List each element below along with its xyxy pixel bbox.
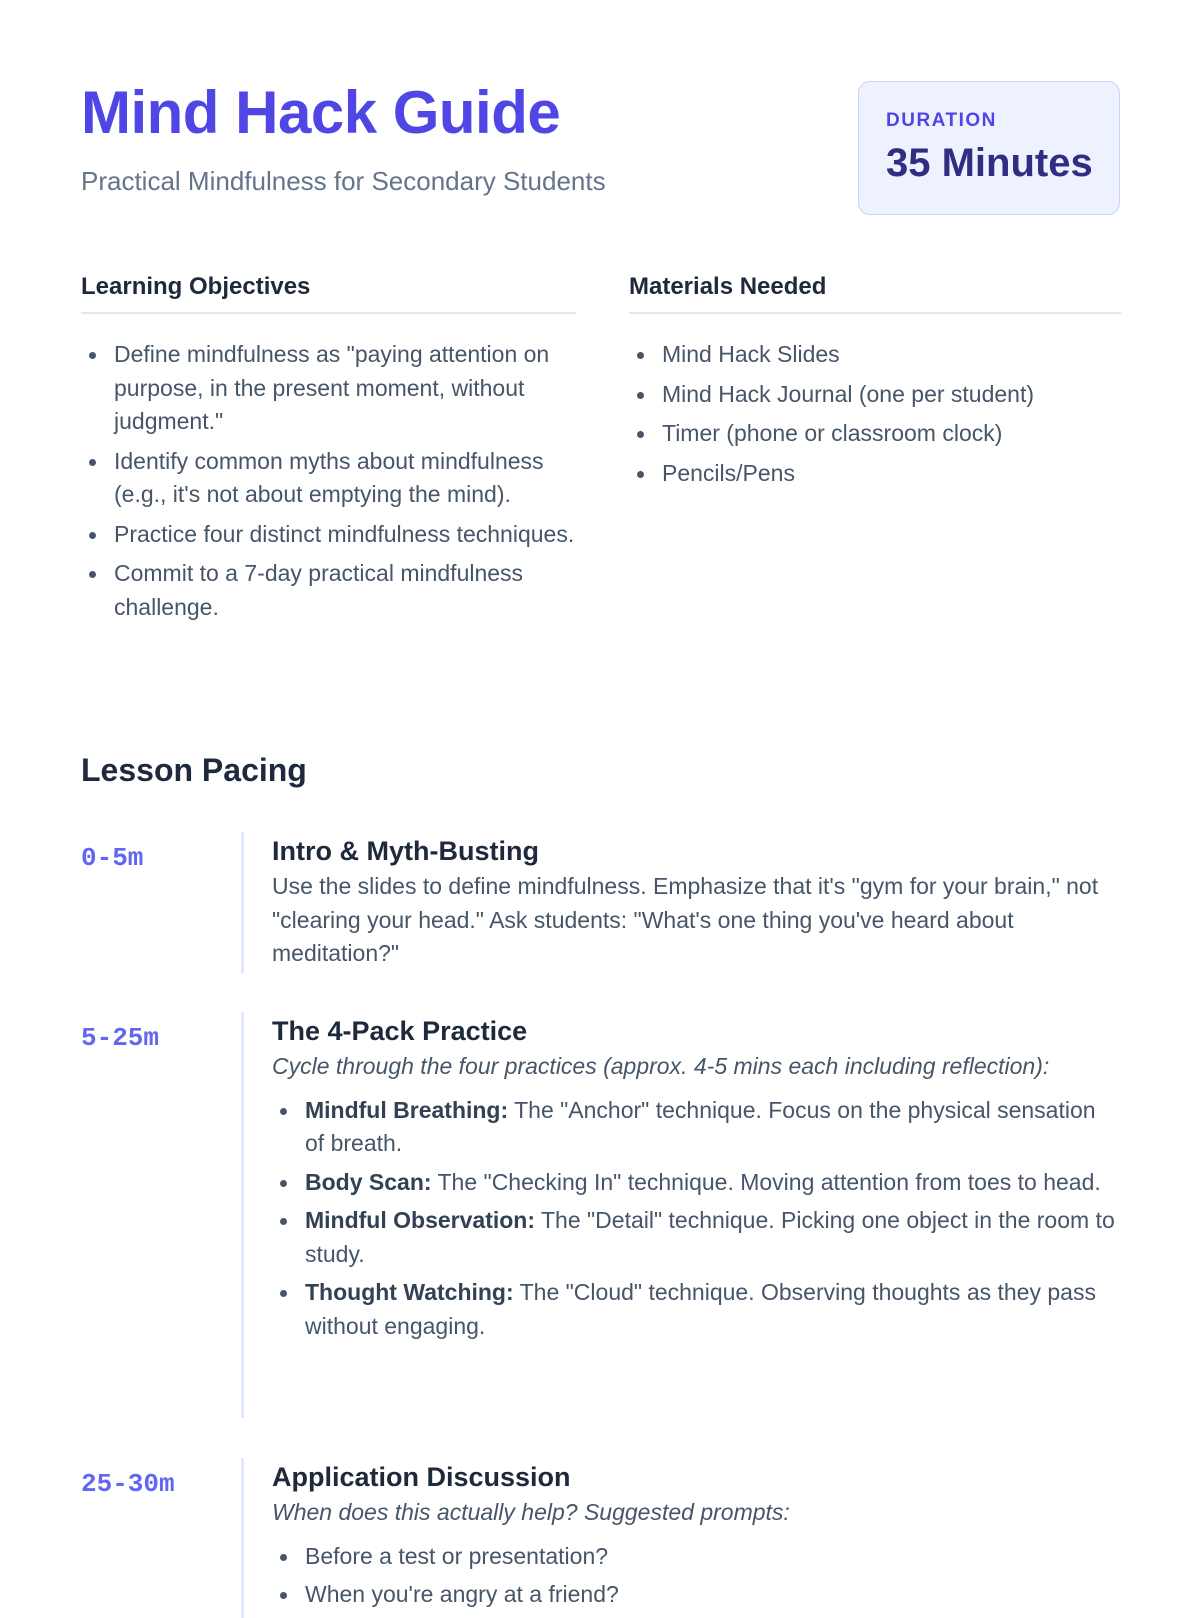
list-item — [305, 1204, 1121, 1271]
practice-desc: The "Detail" technique. Picking one object in the room to study. — [305, 1207, 1115, 1267]
practice-term: Mindful Breathing: — [305, 1096, 509, 1123]
segment-time: 25-30m — [81, 1469, 175, 1499]
list-item: Before a test or presentation? — [305, 1540, 1121, 1574]
materials-heading: Materials Needed — [629, 270, 1121, 314]
page-subtitle: Practical Mindfulness for Secondary Students — [81, 166, 606, 196]
list-item: Practice four distinct mindfulness techniques. — [114, 518, 576, 552]
header — [81, 0, 1121, 230]
list-item: Pencils/Pens — [662, 457, 1121, 491]
practice-term: Mindful Observation: — [305, 1207, 535, 1233]
segment-body — [241, 1012, 1121, 1418]
practice-desc: The "Cloud" technique. Observing thoughts as they pass without engaging. — [305, 1279, 1096, 1339]
list-item: Mind Hack Journal (one per student) — [662, 378, 1121, 412]
practice-list — [272, 1094, 1121, 1344]
list-item: Identify common myths about mindfulness (e.g., it's not about emptying the mind). — [114, 445, 576, 512]
list-item: Commit to a 7-day practical mindfulness challenge. — [114, 557, 576, 624]
learning-objectives-list — [81, 338, 576, 624]
practice-desc: The "Anchor" technique. Focus on the physical sensation of breath. — [305, 1096, 1096, 1156]
segment-title: Intro & Myth-Busting — [272, 836, 539, 866]
lesson-guide-page — [81, 0, 1121, 1607]
segment-time: 0-5m — [81, 843, 144, 873]
materials-section — [629, 270, 1121, 496]
segment-body — [241, 1458, 1121, 1618]
learning-objectives-heading: Learning Objectives — [81, 270, 576, 314]
lesson-pacing-heading: Lesson Pacing — [81, 752, 307, 788]
list-item — [305, 1276, 1121, 1343]
segment-title: The 4-Pack Practice — [272, 1016, 528, 1046]
segment-text: Use the slides to define mindfulness. Emphasize that it's "gym for your brain," not "clearing your head." Ask students: "What's one thing you've heard about meditation?" — [272, 873, 1099, 966]
list-item: Mind Hack Slides — [662, 338, 1121, 372]
list-item — [305, 1166, 1121, 1200]
duration-label: DURATION — [886, 110, 997, 131]
practice-term: Thought Watching: — [305, 1279, 514, 1305]
list-item — [305, 1094, 1121, 1161]
segment-body — [241, 832, 1121, 973]
page-title: Mind Hack Guide — [81, 79, 561, 146]
duration-card — [858, 81, 1120, 215]
segment-intro: When does this actually help? Suggested prompts: — [272, 1499, 790, 1525]
list-item: Define mindfulness as "paying attention on purpose, in the present moment, without judgment." — [114, 338, 576, 439]
list-item: When you're angry at a friend? — [305, 1578, 1121, 1612]
prompt-list — [272, 1540, 1121, 1612]
segment-intro: Cycle through the four practices (approx. 4-5 mins each including reflection): — [272, 1053, 1050, 1079]
duration-value: 35 Minutes — [886, 141, 1093, 185]
learning-objectives-section — [81, 270, 576, 630]
materials-list — [629, 338, 1121, 490]
segment-title: Application Discussion — [272, 1462, 571, 1492]
practice-term: Body Scan: — [305, 1168, 432, 1195]
practice-desc: The "Checking In" technique. Moving attention from toes to head. — [431, 1168, 1101, 1195]
list-item: Timer (phone or classroom clock) — [662, 417, 1121, 451]
segment-time: 5-25m — [81, 1023, 160, 1053]
